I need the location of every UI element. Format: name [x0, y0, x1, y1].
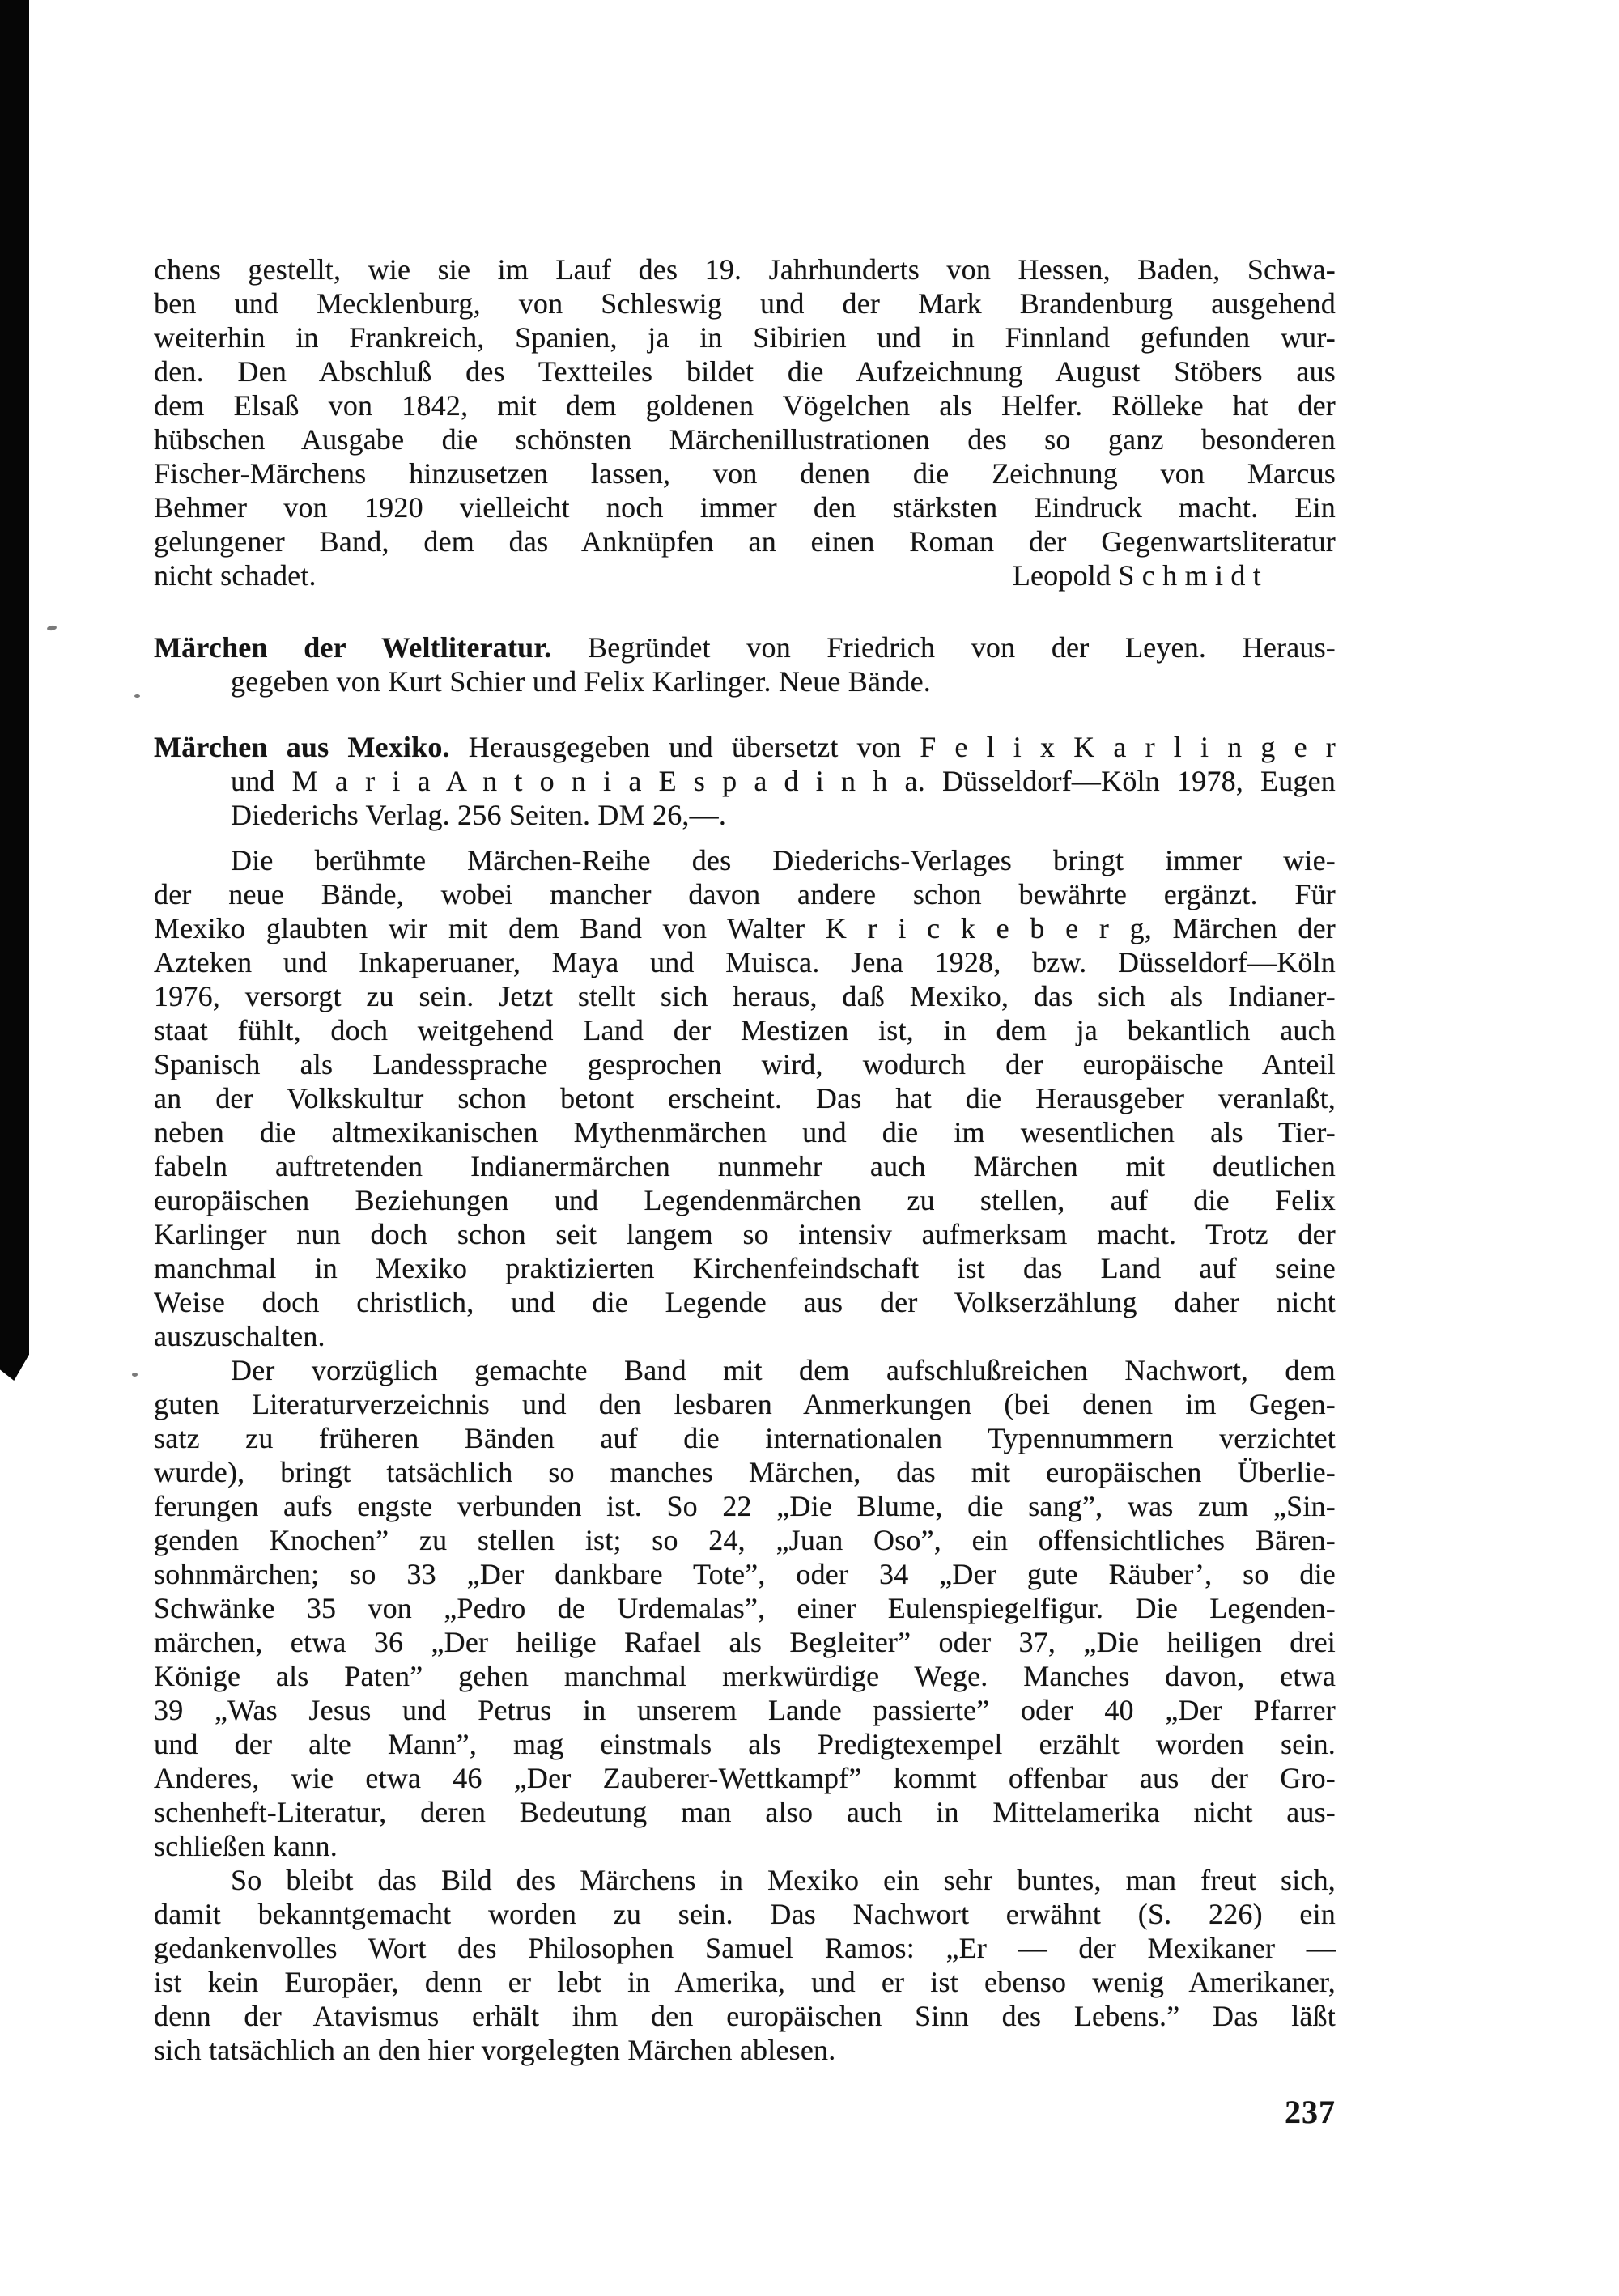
text-line: auszuschalten.: [154, 1320, 325, 1352]
text-block: [154, 253, 1336, 2067]
series-heading-entry: [154, 630, 1336, 698]
text-line: gelungener Band, dem das Anknüpfen an einen Roman der Gegenwartsliteratur: [154, 525, 1336, 558]
text-line: hübschen Ausgabe die schönsten Märchenillustrationen des so ganz besonderen: [154, 423, 1336, 456]
text-line: So bleibt das Bild des Märchens in Mexiko ein sehr buntes, man freut sich,: [231, 1864, 1336, 1896]
body-paragraph-3: [154, 1863, 1336, 2067]
text-line: ist kein Europäer, denn er lebt in Amerika, und er ist ebenso wenig Amerikaner,: [154, 1966, 1336, 1998]
text-line: ben und Mecklenburg, von Schleswig und der Mark Brandenburg ausgehend: [154, 287, 1336, 320]
text-line: märchen, etwa 36 „Der heilige Rafael als Begleiter” oder 37, „Die heiligen drei: [154, 1626, 1336, 1658]
text-line: Spanisch als Landessprache gesprochen wird, wodurch der europäische Anteil: [154, 1048, 1336, 1080]
reviewer-signature: Leopold S c h m i d t: [1012, 559, 1261, 592]
text-line: an der Volkskultur schon betont erscheint. Das hat die Herausgeber veranlaßt,: [154, 1082, 1336, 1114]
review-closing-line: [154, 558, 1336, 592]
text-line: Der vorzüglich gemachte Band mit dem aufschlußreichen Nachwort, dem: [231, 1354, 1336, 1386]
text-line: Behmer von 1920 vielleicht noch immer den stärksten Eindruck macht. Ein: [154, 491, 1336, 524]
text-line: 1976, versorgt zu sein. Jetzt stellt sich heraus, daß Mexiko, das sich als Indianer-: [154, 980, 1336, 1012]
review-body: [154, 843, 1336, 2067]
scan-speck: [134, 694, 140, 698]
text-line: staat fühlt, doch weitgehend Land der Mestizen ist, in dem ja bekantlich auch: [154, 1014, 1336, 1046]
text-line: damit bekanntgemacht worden zu sein. Das Nachwort erwähnt (S. 226) ein: [154, 1898, 1336, 1930]
text-line: Fischer-Märchens hinzusetzen lassen, von denen die Zeichnung von Marcus: [154, 457, 1336, 490]
review-conclusion-lines: [154, 253, 1336, 558]
text-line: und M a r i a A n t o n i a E s p a d i n h a. Düsseldorf—Köln 1978, Eugen: [231, 765, 1336, 797]
text-line: der neue Bände, wobei mancher davon andere schon bewährte ergänzt. Für: [154, 878, 1336, 910]
text-line: Anderes, wie etwa 46 „Der Zauberer-Wettkampf” kommt offenbar aus der Gro-: [154, 1762, 1336, 1794]
series-heading-first-line: [154, 630, 1336, 664]
scan-spine-shadow: [0, 0, 29, 1381]
text-line: guten Literaturverzeichnis und den lesbaren Anmerkungen (bei denen im Gegen-: [154, 1388, 1336, 1420]
text-line: Diederichs Verlag. 256 Seiten. DM 26,—.: [231, 799, 727, 831]
text-line: Weise doch christlich, und die Legende aus der Volkserzählung daher nicht: [154, 1286, 1336, 1318]
body-paragraph-2: [154, 1353, 1336, 1863]
book-entry-first-line: [154, 730, 1336, 764]
text-line: gedankenvolles Wort des Philosophen Samuel Ramos: „Er — der Mexikaner —: [154, 1932, 1336, 1964]
text-line: neben die altmexikanischen Mythenmärchen und die im wesentlichen als Tier-: [154, 1116, 1336, 1148]
series-heading-title: Märchen der Weltliteratur.: [154, 631, 552, 664]
text-line: sohnmärchen; so 33 „Der dankbare Tote”, oder 34 „Der gute Räuber’, so die: [154, 1558, 1336, 1590]
text-line: europäischen Beziehungen und Legendenmärchen zu stellen, auf die Felix: [154, 1184, 1336, 1216]
book-entry-title: Märchen aus Mexiko.: [154, 731, 450, 763]
review-conclusion: [154, 253, 1336, 592]
text-line: ferungen aufs engste verbunden ist. So 22 „Die Blume, die sang”, was zum „Sin-: [154, 1490, 1336, 1522]
page-number: 237: [1285, 2094, 1336, 2130]
text-line: denn der Atavismus erhält ihm den europäischen Sinn des Lebens.” Das läßt: [154, 2000, 1336, 2032]
book-entry: [154, 730, 1336, 832]
scan-speck: [132, 1373, 138, 1377]
text-line: genden Knochen” zu stellen ist; so 24, „Juan Oso”, ein offensichtliches Bären-: [154, 1524, 1336, 1556]
review-closing-text: nicht schadet.: [154, 559, 317, 592]
text-line: Mexiko glaubten wir mit dem Band von Walter K r i c k e b e r g, Märchen der: [154, 912, 1336, 944]
series-heading-continuation: [154, 664, 1336, 698]
text-line: Karlinger nun doch schon seit langem so intensiv aufmerksam macht. Trotz der: [154, 1218, 1336, 1250]
text-line: manchmal in Mexiko praktizierten Kirchenfeindschaft ist das Land auf seine: [154, 1252, 1336, 1284]
text-line: Azteken und Inkaperuaner, Maya und Muisca. Jena 1928, bzw. Düsseldorf—Köln: [154, 946, 1336, 978]
text-line: schließen kann.: [154, 1830, 338, 1862]
text-line: und der alte Mann”, mag einstmals als Predigtexempel erzählt worden sein.: [154, 1728, 1336, 1760]
text-line: fabeln auftretenden Indianermärchen nunmehr auch Märchen mit deutlichen: [154, 1150, 1336, 1182]
text-line: sich tatsächlich an den hier vorgelegten Märchen ablesen.: [154, 2034, 836, 2066]
book-entry-rest: Herausgegeben und übersetzt von F e l i x K a r l i n g e r: [449, 731, 1336, 763]
text-line: chens gestellt, wie sie im Lauf des 19. Jahrhunderts von Hessen, Baden, Schwa-: [154, 253, 1336, 286]
text-line: Die berühmte Märchen-Reihe des Diederichs-Verlages bringt immer wie-: [231, 844, 1336, 876]
text-line: satz zu früheren Bänden auf die internationalen Typennummern verzichtet: [154, 1422, 1336, 1454]
text-line: dem Elsaß von 1842, mit dem goldenen Vögelchen als Helfer. Rölleke hat der: [154, 389, 1336, 422]
scan-speck: [47, 625, 57, 631]
book-entry-continuation: [154, 764, 1336, 832]
text-line: gegeben von Kurt Schier und Felix Karlinger. Neue Bände.: [231, 665, 931, 698]
text-line: Schwänke 35 von „Pedro de Urdemalas”, einer Eulenspiegelfigur. Die Legenden-: [154, 1592, 1336, 1624]
text-line: 39 „Was Jesus und Petrus in unserem Lande passierte” oder 40 „Der Pfarrer: [154, 1694, 1336, 1726]
text-line: den. Den Abschluß des Textteiles bildet die Aufzeichnung August Stöbers aus: [154, 355, 1336, 388]
text-line: weiterhin in Frankreich, Spanien, ja in Sibirien und in Finnland gefunden wur-: [154, 321, 1336, 354]
series-heading-rest: Begründet von Friedrich von der Leyen. Heraus-: [551, 631, 1336, 664]
text-line: schenheft-Literatur, deren Bedeutung man also auch in Mittelamerika nicht aus-: [154, 1796, 1336, 1828]
text-line: Könige als Paten” gehen manchmal merkwürdige Wege. Manches davon, etwa: [154, 1660, 1336, 1692]
body-paragraph-1: [154, 843, 1336, 1353]
text-line: wurde), bringt tatsächlich so manches Märchen, das mit europäischen Überlie-: [154, 1456, 1336, 1488]
